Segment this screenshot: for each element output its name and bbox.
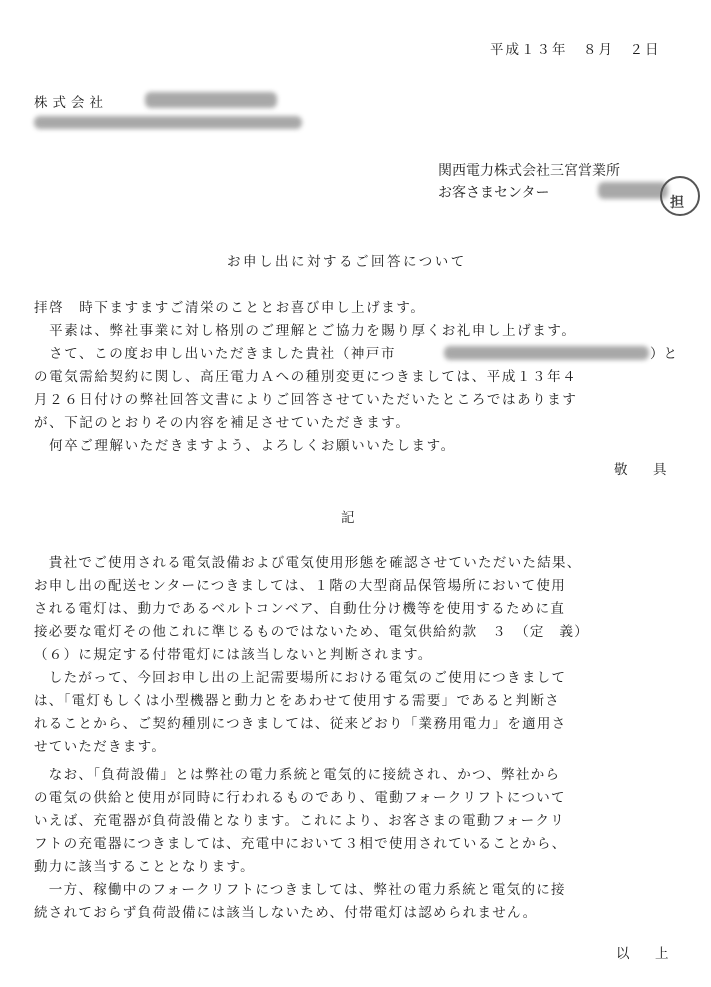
body-line: 貴社でご使用される電気設備および電気使用形態を確認させていただいた結果、 [34, 555, 582, 571]
greeting-line: 月２６日付けの弊社回答文書によりご回答させていただいたところではあります [34, 392, 578, 408]
ki-heading: 記 [341, 510, 355, 526]
redacted-recipient-address [34, 116, 302, 129]
body-line: 続されておらず負荷設備には該当しないため、付帯電灯は認められません。 [34, 905, 538, 921]
greeting-line: 拝啓 時下ますますご清栄のこととお喜び申し上げます。 [34, 300, 426, 316]
sender-company: 関西電力株式会社三宮営業所 [438, 163, 620, 179]
body-line: なお、「負荷設備」とは弊社の電力系統と電気的に接続され、かつ、弊社から [34, 767, 561, 783]
greeting-line: さて、この度お申し出いただきました貴社（神戸市 [34, 346, 397, 362]
body-line: したがって、今回お申し出の上記需要場所における電気のご使用につきまして [34, 670, 567, 686]
letter-title: お申し出に対するご回答について [227, 254, 467, 270]
redacted-address [444, 346, 649, 360]
greeting-line: が、下記のとおりその内容を補足させていただきます。 [34, 415, 411, 431]
body-line: の電気の供給と使用が同時に行われるものであり、電動フォークリフトについて [34, 790, 566, 806]
body-line: は、「電灯もしくは小型機器と動力とをあわせて使用する需要」であると判断さ [34, 693, 561, 709]
recipient-company: 株式会社 [34, 95, 108, 111]
greeting-line: 平素は、弊社事業に対し格別のご理解とご協力を賜り厚くお礼申し上げます。 [34, 323, 577, 339]
redacted-sender-name [598, 182, 668, 199]
seal-stamp-char: 担 [670, 195, 684, 211]
body-line: お申し出の配送センターにつきましては、１階の大型商品保管場所において使用 [34, 578, 566, 594]
greeting-line: 何卒ご理解いただきますよう、よろしくお願いいたします。 [34, 438, 456, 454]
body-line: れることから、ご契約種別につきましては、従来どおり「業務用電力」を適用さ [34, 716, 567, 732]
keigu-closing: 敬 具 [614, 462, 673, 478]
closing-ijo: 以 上 [616, 946, 675, 962]
body-line: 動力に該当することとなります。 [34, 859, 255, 875]
body-line: 接必要な電灯その他これに準じるものではないため、電気供給約款 ３ （定 義） [34, 624, 590, 640]
body-line: いえば、充電器が負荷設備となります。これにより、お客さまの電動フォークリ [34, 813, 566, 829]
sender-department: お客さまセンター [438, 185, 550, 201]
body-line: せていただきます。 [34, 739, 167, 755]
body-line: される電灯は、動力であるベルトコンベア、自動仕分け機等を使用するために直 [34, 601, 566, 617]
letter-date: 平成１３年 ８月 ２日 [490, 42, 661, 58]
redacted-recipient-name [145, 92, 277, 108]
seal-stamp-icon [660, 176, 700, 216]
body-line: 一方、稼働中のフォークリフトにつきましては、弊社の電力系統と電気的に接 [34, 882, 566, 898]
greeting-paren-close: ）と [650, 346, 677, 362]
body-line: （６）に規定する付帯電灯には該当しないと判断されます。 [34, 647, 433, 663]
greeting-line: の電気需給契約に関し、高圧電力Ａへの種別変更につきましては、平成１３年４ [34, 369, 578, 385]
body-line: フトの充電器につきましては、充電中において３相で使用されていることから、 [34, 836, 567, 852]
